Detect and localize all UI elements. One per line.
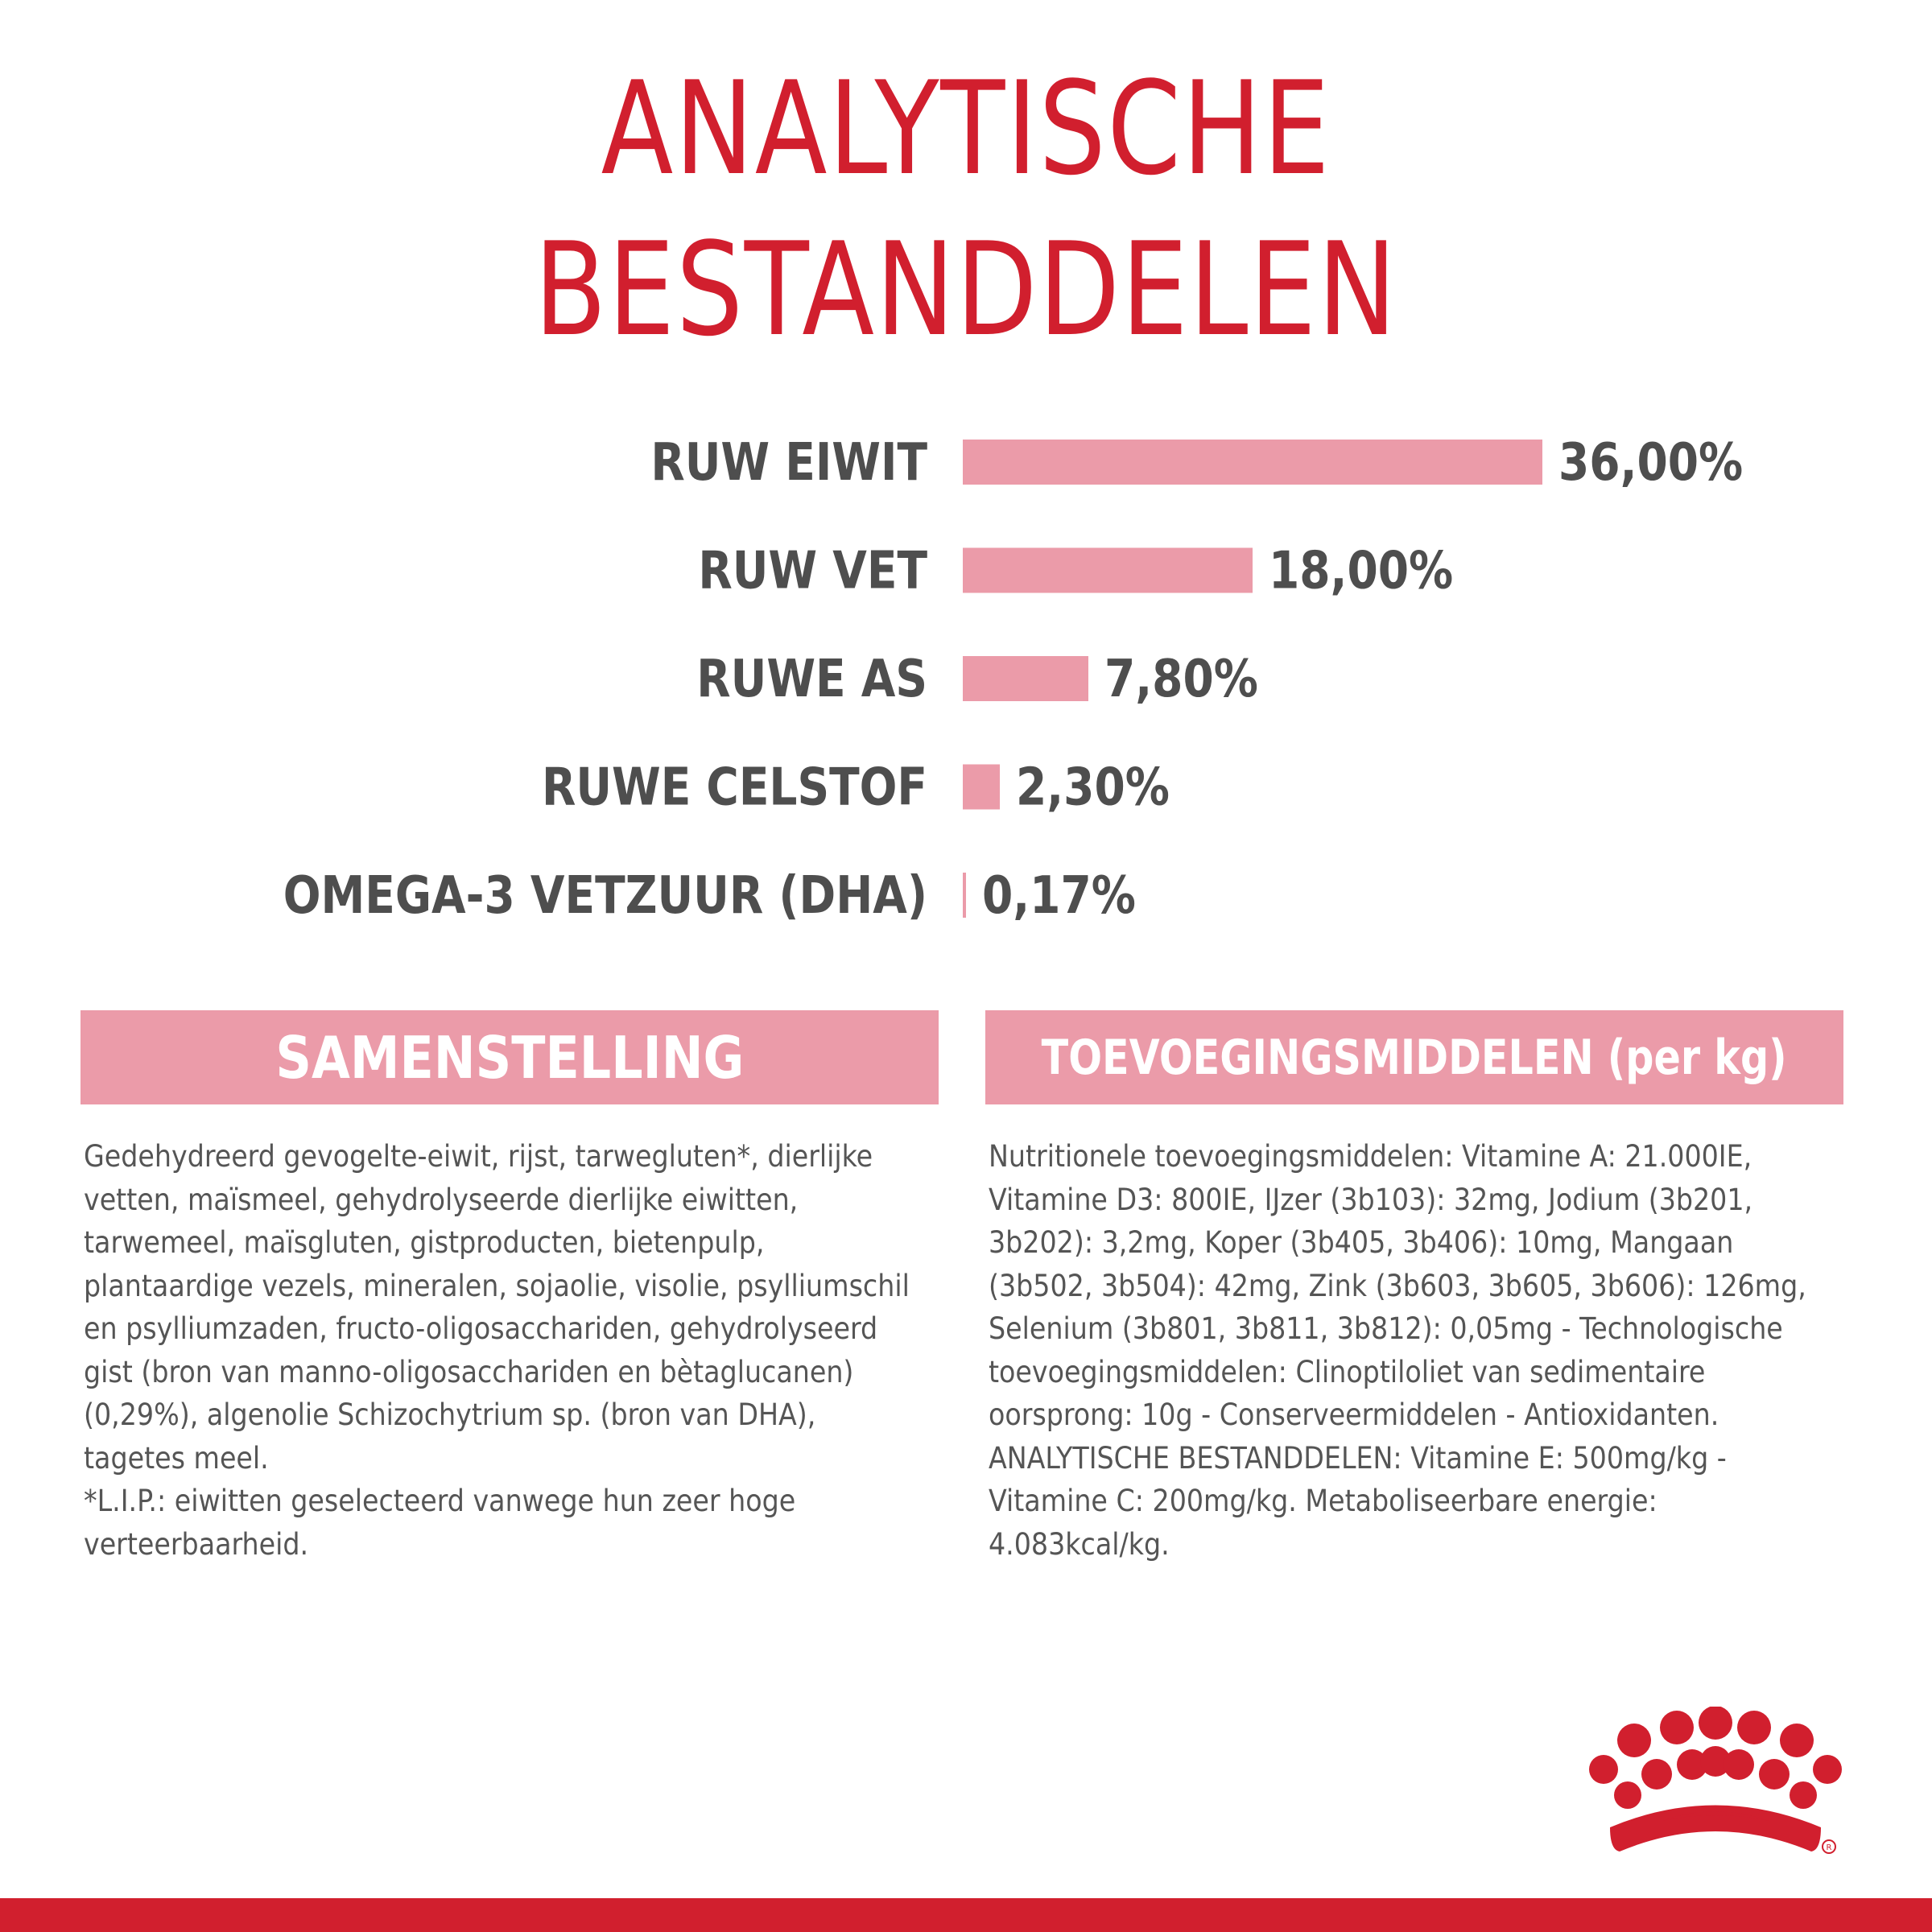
bar-value-label: 18,00% <box>1269 541 1454 601</box>
royal-canin-crown-icon <box>1586 1707 1843 1860</box>
bar-value-label: 7,80% <box>1104 650 1258 710</box>
samenstelling-header-label: SAMENSTELLING <box>275 1023 744 1092</box>
bar <box>963 548 1253 593</box>
bottom-brand-bar <box>0 1898 1932 1932</box>
svg-text:R: R <box>1826 1843 1832 1852</box>
bar <box>963 765 1000 810</box>
bar-label: OMEGA-3 VETZUUR (DHA) <box>283 866 927 927</box>
toevoegingsmiddelen-header-label: TOEVOEGINGSMIDDELEN (per kg) <box>1041 1029 1788 1086</box>
bar-value-label: 36,00% <box>1558 433 1744 493</box>
toevoegingsmiddelen-header <box>985 1010 1843 1104</box>
bar-value-label: 2,30% <box>1016 758 1170 818</box>
bar-label: RUW EIWIT <box>650 433 927 493</box>
bar-value-label: 0,17% <box>981 866 1136 927</box>
bar <box>963 656 1088 701</box>
page-title: ANALYTISCHE BESTANDDELEN <box>534 53 1398 365</box>
bar-label: RUW VET <box>698 541 927 601</box>
samenstelling-header <box>80 1010 939 1104</box>
toevoegingsmiddelen-text: Nutritionele toevoegingsmiddelen: Vitamine A: 21.000IE, Vitamine D3: 800IE, IJzer (3b103): 32mg, Jodium (3b201, 3b202): 3,2mg, Koper (3b405, 3b406): 10mg, Mangaan (3b502, 3b504): 42mg, Zink (3b603, 3b605, 3b606): 126mg, Selenium (3b801, 3b811, 3b812): 0,05mg - Technologische toevoegingsmiddelen: Clinoptiloliet van sedimentaire oorsprong: 10g - Conserveermiddelen - Antioxidanten. ANALYTISCHE BESTANDDELEN: Vitamine E: 500mg/kg - Vitamine C: 200mg/kg. Metaboliseerbare energie: 4.083kcal/kg. <box>989 1139 1806 1562</box>
bar-label: RUWE CELSTOF <box>541 758 927 818</box>
samenstelling-text: Gedehydreerd gevogelte-eiwit, rijst, tarwegluten*, dierlijke vetten, maïsmeel, gehydrolyseerde dierlijke eiwitten, tarwemeel, maïsgluten, gistproducten, bietenpulp, plantaardige vezels, mineralen, sojaolie, visolie, psylliumschil en psylliumzaden, fructo-oligosacchariden, gehydrolyseerd gist (bron van manno-oligosacchariden en bètaglucanen) (0,29%), algenolie Schizochytrium sp. (bron van DHA), tagetes meel. *L.I.P.: eiwitten geselecteerd vanwege hun zeer hoge verteerbaarheid. <box>84 1139 910 1562</box>
bar <box>963 440 1542 485</box>
bar <box>963 873 966 918</box>
bar-label: RUWE AS <box>696 650 927 710</box>
